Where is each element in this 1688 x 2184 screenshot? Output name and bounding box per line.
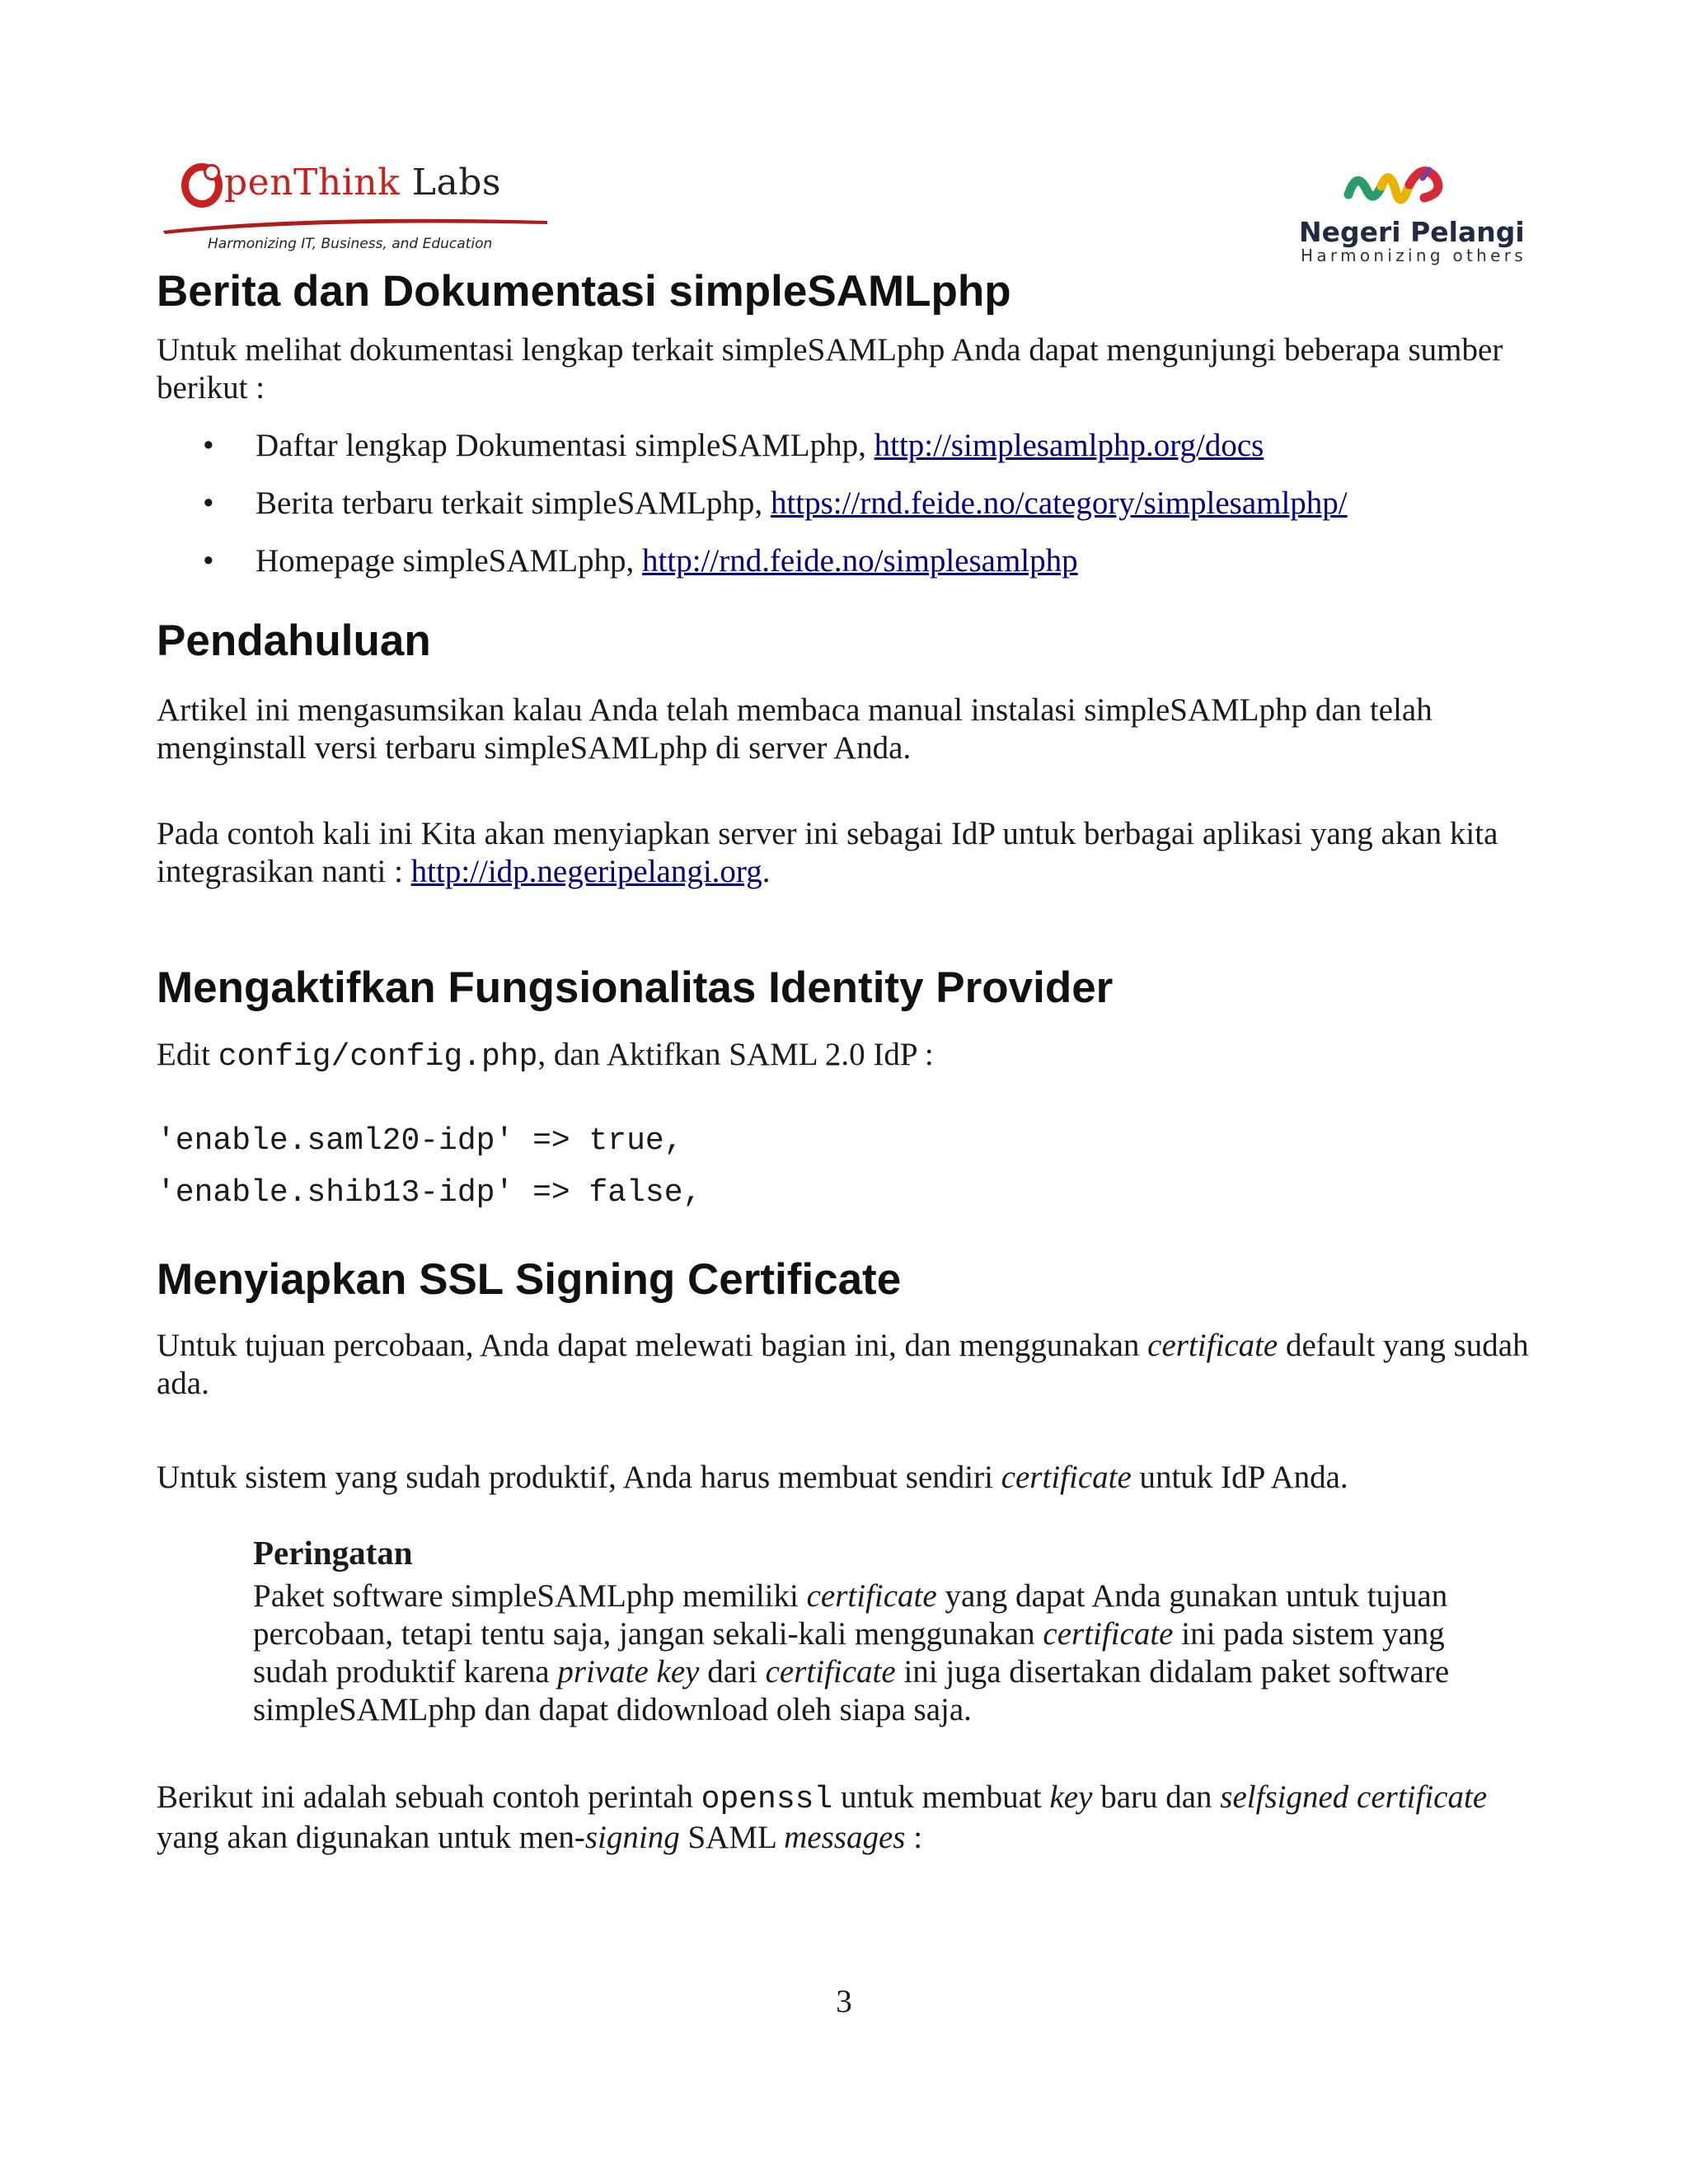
- emphasis-text: certificate: [1043, 1616, 1174, 1652]
- openssl-code: openssl: [701, 1782, 833, 1818]
- heading-pendahuluan: Pendahuluan: [157, 616, 431, 665]
- logo-tagline: Harmonizing IT, Business, and Education: [208, 236, 493, 252]
- emphasis-text: signing: [584, 1820, 680, 1856]
- heading-idp: Mengaktifkan Fungsionalitas Identity Provider: [157, 963, 1114, 1013]
- openthink-labs-logo: [162, 153, 557, 260]
- list-item-text: Homepage simpleSAMLphp,: [256, 542, 643, 579]
- idp-edit-instruction: [157, 1036, 1541, 1076]
- right-logo-name: Negeri Pelangi: [1299, 216, 1525, 248]
- warning-text: yang dapat Anda gunakan untuk tujuan percobaan, tetapi tentu saja, jangan sekali-kali menggunakan: [253, 1578, 1448, 1652]
- paragraph-text: untuk IdP Anda.: [1131, 1460, 1348, 1496]
- paragraph-text: Berikut ini adalah sebuah contoh perintah: [157, 1779, 701, 1816]
- emphasis-text: key: [1049, 1779, 1093, 1816]
- logo-o-mark: [181, 163, 223, 208]
- logo-brand-text: [181, 162, 501, 208]
- berita-intro: Untuk melihat dokumentasi lengkap terkait simpleSAMLphp Anda dapat mengunjungi beberapa sumber berikut :: [157, 331, 1503, 405]
- logo-swoosh-icon: [162, 209, 549, 234]
- rainbow-mark-icon: [1343, 162, 1451, 216]
- document-content: [157, 265, 1541, 1857]
- pendahuluan-paragraph-1: Artikel ini mengasumsikan kalau Anda telah membaca manual instalasi simpleSAMLphp dan telah menginstall versi terbaru simpleSAMLphp di server Anda.: [157, 692, 1432, 766]
- page-number: 3: [836, 1984, 852, 2019]
- warning-body: [253, 1577, 1489, 1729]
- code-line: 'enable.shib13-idp' => false,: [157, 1174, 702, 1211]
- warning-text: Paket software simpleSAMLphp memiliki: [253, 1578, 807, 1615]
- emphasis-text: private key: [557, 1654, 700, 1690]
- negeri-pelangi-logo: [1299, 162, 1527, 269]
- paragraph-text: Untuk tujuan percobaan, Anda dapat melewati bagian ini, dan menggunakan: [157, 1328, 1148, 1364]
- warning-title: Peringatan: [253, 1534, 413, 1572]
- instruction-text: Edit: [157, 1036, 218, 1072]
- logo-brand-pen: penThink: [224, 162, 401, 204]
- paragraph-text: SAML: [679, 1820, 785, 1856]
- paragraph-end: .: [762, 854, 771, 890]
- heading-berita: Berita dan Dokumentasi simpleSAMLphp: [157, 267, 1011, 316]
- pendahuluan-paragraph-2: [157, 815, 1541, 891]
- emphasis-text: certificate: [765, 1654, 896, 1690]
- warning-callout: [253, 1533, 1489, 1729]
- list-item-text: Daftar lengkap Dokumentasi simpleSAMLphp,: [256, 427, 874, 463]
- emphasis-text: selfsigned certificate: [1220, 1779, 1488, 1816]
- config-path-code: config/config.php: [218, 1038, 538, 1075]
- emphasis-text: certificate: [1147, 1328, 1278, 1364]
- instruction-text: , dan Aktifkan SAML 2.0 IdP :: [537, 1036, 934, 1072]
- warning-text: ini juga disertakan didalam paket software simpleSAMLphp dan dapat didownload oleh siapa saja.: [253, 1654, 1450, 1728]
- emphasis-text: certificate: [1001, 1460, 1132, 1496]
- link-idp[interactable]: http://idp.negeripelangi.org: [410, 854, 762, 890]
- logo-brand-labs: Labs: [400, 162, 501, 204]
- paragraph-text: Pada contoh kali ini Kita akan menyiapkan server ini sebagai IdP untuk berbagai aplikasi yang akan kita integrasikan nanti :: [157, 816, 1498, 890]
- warning-text: dari: [699, 1654, 766, 1690]
- paragraph-text: Untuk sistem yang sudah produktif, Anda harus membuat sendiri: [157, 1460, 1001, 1496]
- right-logo-tagline: Harmonizing others: [1301, 246, 1527, 265]
- list-item-text: Berita terbaru terkait simpleSAMLphp,: [256, 485, 771, 521]
- list-item: [157, 542, 1541, 580]
- paragraph-text: baru dan: [1092, 1779, 1221, 1816]
- paragraph-text: yang akan digunakan untuk men-: [157, 1820, 585, 1856]
- paragraph-text: untuk membuat: [832, 1779, 1050, 1816]
- ssl-paragraph-2: [157, 1459, 1541, 1497]
- list-item: [157, 427, 1541, 465]
- code-line: 'enable.saml20-idp' => true,: [157, 1122, 683, 1159]
- list-item: [157, 485, 1541, 523]
- ssl-paragraph-1: [157, 1327, 1541, 1403]
- ssl-paragraph-3: [157, 1779, 1541, 1857]
- heading-ssl: Menyiapkan SSL Signing Certificate: [157, 1254, 902, 1304]
- emphasis-text: certificate: [806, 1578, 937, 1615]
- link-news[interactable]: https://rnd.feide.no/category/simplesamlphp/: [770, 485, 1348, 521]
- link-docs[interactable]: http://simplesamlphp.org/docs: [874, 427, 1264, 463]
- emphasis-text: messages: [784, 1820, 906, 1856]
- paragraph-text: :: [905, 1820, 923, 1856]
- warning-text: ini pada sistem yang sudah produktif karena: [253, 1616, 1445, 1690]
- link-homepage[interactable]: http://rnd.feide.no/simplesamlphp: [642, 542, 1078, 579]
- paragraph-text: default yang sudah ada.: [157, 1328, 1529, 1402]
- code-block: [157, 1122, 1541, 1212]
- doc-links-list: [157, 427, 1541, 580]
